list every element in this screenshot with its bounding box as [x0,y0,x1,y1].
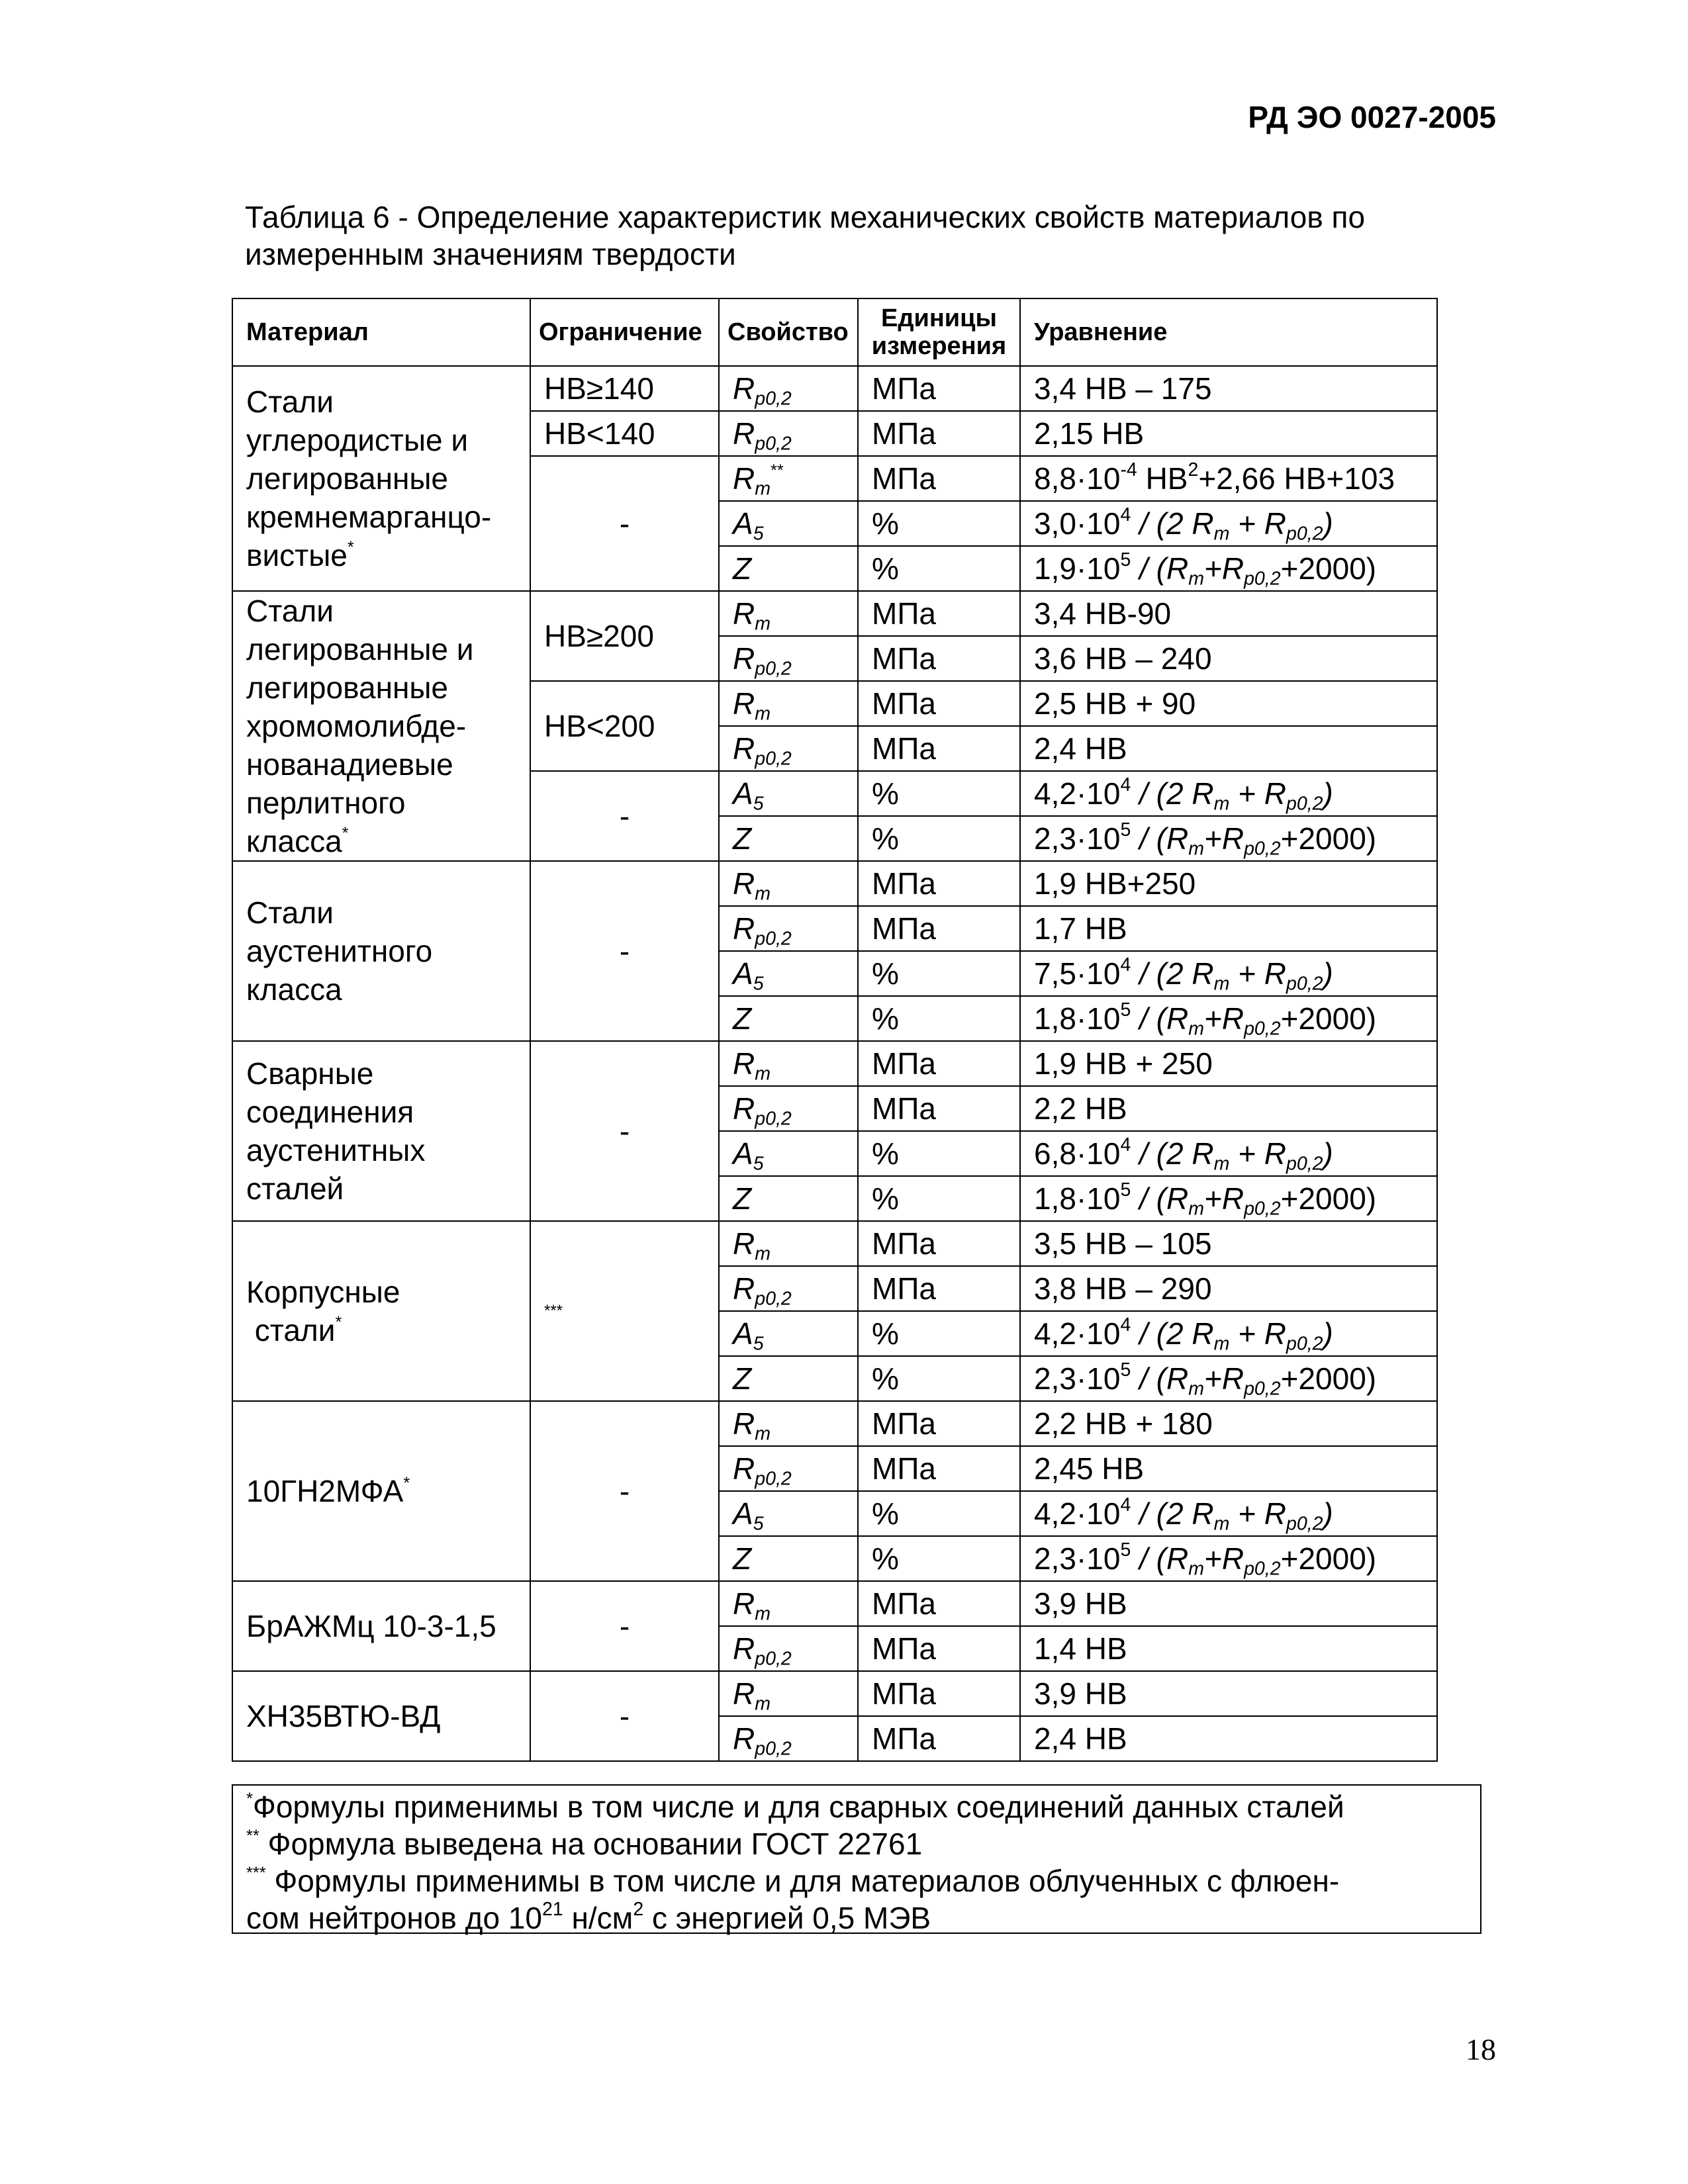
footnote-mark: * [403,1473,410,1492]
equation-cell: $1,8\cdot 10^5 / (R_m+R_{p0,2}+2000)$ [1020,1176,1437,1221]
units-cell: МПа [858,1581,1020,1626]
material-line: кремнемарганцо- [246,500,492,534]
units-cell: МПа [858,681,1020,726]
units-cell: % [858,1356,1020,1401]
equation-cell: 2,4 HB [1020,726,1437,771]
material-cell [232,1581,530,1671]
property-cell: $R_m$ [719,1671,858,1716]
material-line: вистые [246,538,348,572]
footnote-mark: * [335,1312,342,1332]
units-cell: МПа [858,591,1020,636]
property-cell: $R_m$ [719,1041,858,1086]
equation-cell: 3,4 HB – 175 [1020,366,1437,411]
units-cell: % [858,1311,1020,1356]
units-cell: % [858,1491,1020,1536]
property-cell: $A_5$ [719,1311,858,1356]
property-cell: $R_{p0,2}$ [719,1266,858,1311]
equation-cell: 1,4 HB [1020,1626,1437,1671]
material-line: класса [246,824,342,858]
footnote-3-cont: сом нейтронов до $10^{21}$ $н/см^2$ с энергией 0,5 МЭВ [246,1899,931,1935]
property-cell: $A_5$ [719,1491,858,1536]
material-line: аустенитных [246,1133,426,1167]
equation-cell: $2,3\cdot 10^5 / (R_m+R_{p0,2}+2000)$ [1020,1536,1437,1581]
units-cell: МПа [858,906,1020,951]
units-cell: МПа [858,456,1020,501]
equation-cell: $7,5\cdot 10^4 / (2$ $R_m + R_{p0,2}$) [1020,951,1437,996]
property-cell: $R_m$ [719,1401,858,1446]
units-cell: МПа [858,1266,1020,1311]
property-cell: $R_m$ [719,681,858,726]
units-cell: МПа [858,861,1020,906]
property-cell: $R_{p0,2}$ [719,1716,858,1761]
material-cell [232,1671,530,1761]
material-line: аустенитного [246,934,433,968]
material-line: 10ГН2МФА [246,1474,404,1508]
equation-cell: 2,2 HB + 180 [1020,1401,1437,1446]
material-cell [232,366,530,591]
table-row [232,591,1437,636]
units-cell: % [858,546,1020,591]
property-cell: Z [719,816,858,861]
equation-cell: $6,8\cdot 10^4 / (2$ $R_m + R_{p0,2}$) [1020,1131,1437,1176]
property-cell: $R_{p0,2}$ [719,411,858,456]
footnotes-box [232,1784,1481,1934]
limit-cell: - [530,861,719,1041]
equation-cell: $4,2\cdot 10^4 / (2$ $R_m + R_{p0,2}$) [1020,1311,1437,1356]
footnote-mark: * [342,823,349,842]
units-cell: % [858,1176,1020,1221]
document-code: РД ЭО 0027-2005 [1248,100,1496,134]
equation-cell: $4,2\cdot 10^4 / (2$ $R_m + R_{p0,2}$) [1020,1491,1437,1536]
units-cell: % [858,1131,1020,1176]
property-cell: $R_m$ [719,591,858,636]
limit-cell: HB≥140 [530,366,719,411]
caption-line-2: измеренным значениям твердости [245,237,736,271]
equation-cell: 2,15 HB [1020,411,1437,456]
units-header-line-1: Единицы [881,304,997,332]
col-header-units [858,298,1020,366]
table-row [232,366,1437,411]
material-line: перлитного [246,786,406,820]
units-cell: МПа [858,1626,1020,1671]
property-cell: $R_{p0,2}$ [719,906,858,951]
property-cell: $A_5$ [719,501,858,546]
units-cell: МПа [858,1716,1020,1761]
property-cell: $R_m$ [719,1581,858,1626]
limit-cell: HB<200 [530,681,719,771]
equation-cell: 3,5 HB – 105 [1020,1221,1437,1266]
property-cell: $R_{p0,2}$ [719,366,858,411]
units-cell: МПа [858,1221,1020,1266]
property-cell: $R_{p0,2}$ [719,726,858,771]
material-line: ХН35ВТЮ-ВД [246,1699,441,1733]
property-cell: $A_5$ [719,1131,858,1176]
property-cell: Z [719,1536,858,1581]
limit-cell: - [530,1401,719,1581]
property-cell: $R_{p0,2}$ [719,636,858,681]
table-row [232,1041,1437,1086]
property-cell: $A_5$ [719,951,858,996]
material-line: легированные [246,461,449,496]
material-line: Стали [246,385,334,419]
equation-cell: $8,8\cdot 10^{-4}$ $HB^2+2,66$ HB+103 [1020,456,1437,501]
table-row [232,1671,1437,1716]
material-cell [232,861,530,1041]
page-number: 18 [1466,2032,1496,2066]
table-caption [245,199,1489,273]
property-cell: $R_{p0,2}$ [719,1086,858,1131]
col-header-property: Свойство [719,298,858,366]
material-line: стали [246,1313,336,1347]
property-cell: Z [719,996,858,1041]
col-header-equation: Уравнение [1020,298,1437,366]
material-cell [232,1221,530,1401]
equation-cell: $2,3\cdot 10^5 / (R_m+R_{p0,2}+2000)$ [1020,1356,1437,1401]
footnote-2: ** Формула выведена на основании ГОСТ 22761 [246,1826,923,1861]
footnote-mark: * [347,537,354,557]
equation-cell: 3,8 HB – 290 [1020,1266,1437,1311]
limit-cell: - [530,1581,719,1671]
equation-cell: $2,3\cdot 10^5 / (R_m+R_{p0,2}+2000)$ [1020,816,1437,861]
units-cell: % [858,951,1020,996]
material-line: нованадиевые [246,747,453,782]
equation-cell: 3,6 HB – 240 [1020,636,1437,681]
units-cell: % [858,816,1020,861]
units-cell: МПа [858,1401,1020,1446]
units-cell: % [858,996,1020,1041]
equation-cell: 1,9 HB + 250 [1020,1041,1437,1086]
material-line: углеродистые и [246,423,469,457]
equation-cell: 3,9 HB [1020,1581,1437,1626]
material-cell [232,591,530,861]
units-header-line-2: измерения [871,332,1007,360]
units-cell: МПа [858,1671,1020,1716]
material-line: класса [246,972,342,1007]
material-cell [232,1401,530,1581]
equation-cell: $1,8\cdot 10^5 / (R_m+R_{p0,2}+2000)$ [1020,996,1437,1041]
col-header-material: Материал [232,298,530,366]
equation-cell: 2,5 HB + 90 [1020,681,1437,726]
limit-cell: *** [530,1221,719,1401]
units-cell: % [858,1536,1020,1581]
limit-cell: HB≥200 [530,591,719,681]
table-row [232,1581,1437,1626]
limit-cell: - [530,1671,719,1761]
units-cell: МПа [858,1446,1020,1491]
material-line: хромомолибде- [246,709,467,743]
hardness-properties-table [232,298,1438,1762]
property-cell: $R_{p0,2}$ [719,1626,858,1671]
table-row [232,861,1437,906]
property-cell: $R_m$ [719,861,858,906]
limit-cell: - [530,771,719,861]
limit-cell: - [530,1041,719,1221]
property-cell: $R_m^{**}$ [719,456,858,501]
units-cell: МПа [858,1086,1020,1131]
units-cell: % [858,771,1020,816]
material-line: БрАЖМц 10-3-1,5 [246,1609,496,1643]
units-cell: МПа [858,726,1020,771]
footnote-mark: ** [771,461,784,480]
material-line: Корпусные [246,1275,400,1309]
equation-cell: 1,9 HB+250 [1020,861,1437,906]
equation-cell: 2,45 HB [1020,1446,1437,1491]
limit-cell: - [530,456,719,591]
equation-cell: $4,2\cdot 10^4 / (2$ $R_m + R_{p0,2}$) [1020,771,1437,816]
property-cell: Z [719,546,858,591]
table-row [232,1221,1437,1266]
units-cell: % [858,501,1020,546]
material-line: легированные [246,670,449,705]
material-line: легированные и [246,632,474,666]
property-cell: Z [719,1176,858,1221]
units-cell: МПа [858,1041,1020,1086]
material-line: соединения [246,1095,414,1129]
equation-cell: 2,2 HB [1020,1086,1437,1131]
limit-cell: HB<140 [530,411,719,456]
equation-cell: $1,9\cdot 10^5 / (R_m+R_{p0,2}+2000)$ [1020,546,1437,591]
caption-line-1: Таблица 6 - Определение характеристик механических свойств материалов по [245,200,1366,234]
property-cell: Z [719,1356,858,1401]
equation-cell: $3,0\cdot 10^4 / (2$ $R_m + R_{p0,2}$) [1020,501,1437,546]
material-line: Стали [246,594,334,628]
material-line: Сварные [246,1056,374,1091]
material-line: Стали [246,895,334,930]
material-cell [232,1041,530,1221]
property-cell: $R_m$ [719,1221,858,1266]
footnote-1: *Формулы применимы в том числе и для сварных соединений данных сталей [246,1789,1344,1824]
units-cell: МПа [858,636,1020,681]
table-header-row [232,298,1437,366]
equation-cell: 2,4 HB [1020,1716,1437,1761]
col-header-limit: Ограничение [530,298,719,366]
property-cell: $R_{p0,2}$ [719,1446,858,1491]
table-row [232,1401,1437,1446]
equation-cell: 1,7 HB [1020,906,1437,951]
units-cell: МПа [858,411,1020,456]
equation-cell: 3,9 HB [1020,1671,1437,1716]
footnote-3: *** Формулы применимы в том числе и для материалов облученных с флюен- [246,1863,1340,1898]
units-cell: МПа [858,366,1020,411]
property-cell: $A_5$ [719,771,858,816]
equation-cell: 3,4 HB-90 [1020,591,1437,636]
material-line: сталей [246,1171,344,1206]
